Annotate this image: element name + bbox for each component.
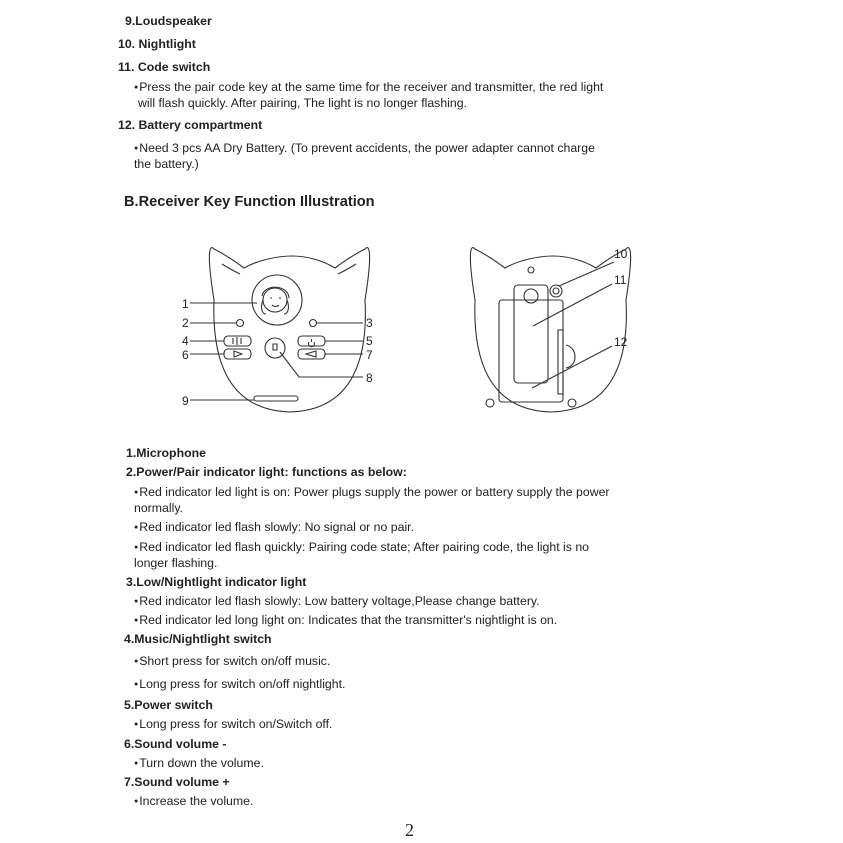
microphone-grille	[252, 275, 302, 325]
music-icon	[233, 337, 241, 345]
item-10-title: 10. Nightlight	[118, 37, 196, 51]
item-11-title: 11. Code switch	[118, 60, 211, 74]
label-6: 6	[182, 348, 189, 362]
list-6-title: 6.Sound volume -	[124, 737, 227, 751]
label-9: 9	[182, 394, 189, 408]
volume-down-button	[224, 349, 251, 359]
power-indicator-led	[237, 320, 244, 327]
back-device-outline	[470, 248, 630, 412]
label-3: 3	[366, 316, 373, 330]
list-4-bullet-2: ● Long press for switch on/off nightlight.	[134, 677, 345, 692]
label-12: 12	[614, 335, 628, 349]
volume-up-button	[298, 349, 325, 359]
front-device-outline	[209, 248, 369, 412]
item-11-bullet: ● Press the pair code key at the same time for the receiver and transmitter, the red light	[134, 80, 603, 95]
label-11: 11	[614, 273, 627, 287]
volume-down-icon	[234, 351, 242, 357]
list-2-bullet-1: ● Red indicator led light is on: Power plugs supply the power or battery supply the power	[134, 485, 610, 500]
label-1: 1	[182, 297, 189, 311]
list-3-bullet-1: ● Red indicator led flash slowly: Low battery voltage,Please change battery.	[134, 594, 540, 609]
low-indicator-led	[310, 320, 317, 327]
list-2-bullet-3: ● Red indicator led flash quickly: Pairing code state; After pairing code, the light is no	[134, 540, 589, 555]
face-icon	[262, 287, 289, 314]
page-number: 2	[405, 820, 414, 840]
list-6-bullet-1: ● Turn down the volume.	[134, 756, 264, 771]
label-5: 5	[366, 334, 373, 348]
list-1-title: 1.Microphone	[126, 446, 206, 460]
item-12-title: 12. Battery compartment	[118, 118, 263, 132]
label-2: 2	[182, 316, 189, 330]
compartment-latch	[566, 345, 575, 368]
back-foot-left	[486, 399, 494, 407]
list-2-bullet-3-cont: longer flashing.	[134, 556, 218, 570]
item-9-title: 9.Loudspeaker	[125, 14, 212, 28]
list-2-title: 2.Power/Pair indicator light: functions as below:	[126, 465, 407, 479]
label-7: 7	[366, 348, 373, 362]
item-12-bullet: ● Need 3 pcs AA Dry Battery. (To prevent accidents, the power adapter cannot charge	[134, 141, 595, 156]
list-2-bullet-1-cont: normally.	[134, 501, 183, 515]
loudspeaker-slot	[254, 396, 298, 401]
item-12-bullet-cont: the battery.)	[134, 157, 199, 171]
label-8: 8	[366, 371, 373, 385]
code-switch-button	[550, 285, 562, 297]
list-3-title: 3.Low/Nightlight indicator light	[126, 575, 307, 589]
section-title: B.Receiver Key Function Illustration	[124, 194, 375, 210]
back-foot-right	[568, 399, 576, 407]
back-top-hole	[528, 267, 534, 273]
list-5-title: 5.Power switch	[124, 698, 213, 712]
list-7-bullet-1: ● Increase the volume.	[134, 794, 253, 809]
list-7-title: 7.Sound volume +	[124, 775, 230, 789]
compartment-edge	[558, 330, 563, 394]
label-4: 4	[182, 334, 189, 348]
list-4-bullet-1: ● Short press for switch on/off music.	[134, 654, 330, 669]
list-3-bullet-2: ● Red indicator led long light on: Indicates that the transmitter's nightlight is on.	[134, 613, 557, 628]
volume-up-icon	[306, 351, 316, 357]
item-11-bullet-cont: will flash quickly. After pairing, The light is no longer flashing.	[138, 96, 467, 110]
clip-hole	[524, 289, 538, 303]
list-2-bullet-2: ● Red indicator led flash slowly: No signal or no pair.	[134, 520, 414, 535]
label-10: 10	[614, 247, 628, 261]
microphone-icon	[273, 344, 277, 350]
list-5-bullet-1: ● Long press for switch on/Switch off.	[134, 717, 332, 732]
list-4-title: 4.Music/Nightlight switch	[124, 632, 272, 646]
